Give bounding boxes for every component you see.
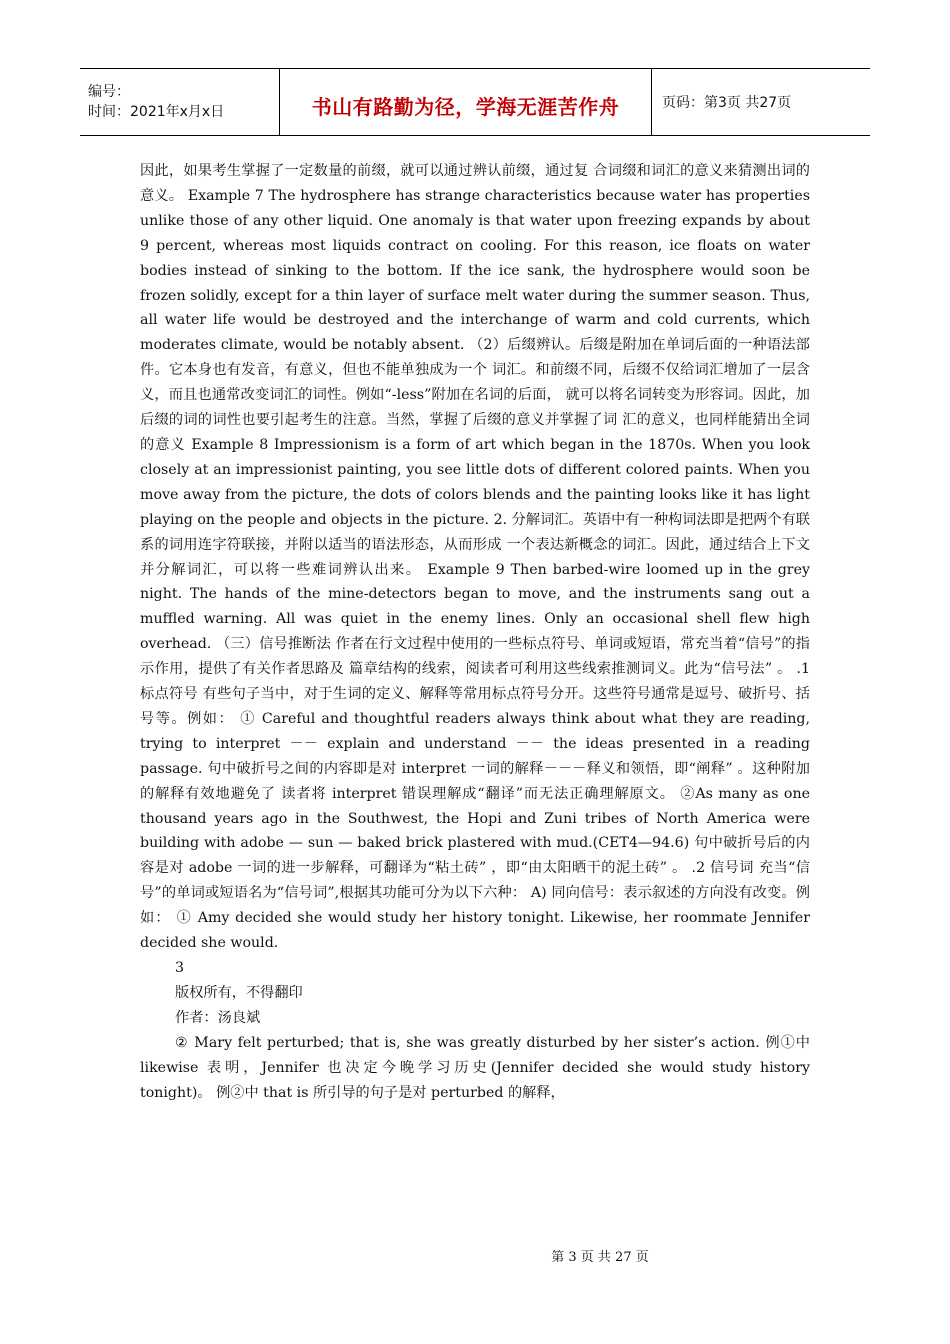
main-paragraph: 因此，如果考生掌握了一定数量的前缀，就可以通过辨认前缀，通过复 合词缀和词汇的意义来猜测出词的意义。 Example 7 The hydrosphere has strange characteristics because water has properties unlike those of any other liquid. One anomaly is that water upon freezing expands by about 9 percent, whereas most liquids contract on cooling. For this reason, ice floats on water bodies instead of sinking to the bottom. If the ice sank, the hydrosphere would soon be frozen solidly, except for a thin layer of surface melt water during the summer season. Thus, all water life would be destroyed and the interchange of warm and cold currents, which moderates climate, would be notably absent. （2）后缀辨认。后缀是附加在单词后面的一种语法部件。它本身也有发音，有意义，但也不能单独成为一个 词汇。和前缀不同，后缀不仅给词汇增加了一层含义，而且也通常改变词汇的词性。例如“-less”附加在名词的后面， 就可以将名词转变为形容词。因此，加后缀的词的词性也要引起考生的注意。当然，掌握了后缀的意义并掌握了词 汇的意义，也同样能猜出全词的意义 Example 8 Impressionism is a form of art which began in the 1870s. When you look closely at an impressionist painting, you see little dots of different colored paints. When you move away from the picture, the dots of colors blends and the painting looks like it has light playing on the people and objects in the picture. 2. 分解词汇。英语中有一种构词法即是把两个有联系的词用连字符联接，并附以适当的语法形态，从而形成 一个表达新概念的词汇。因此，通过结合上下文并分解词汇，可以将一些难词辨认出来。 Example 9 Then barbed-wire loomed up in the grey night. The hands of the mine-detectors began to move, and the instruments sang out a muffled warning. All was quiet in the enemy lines. Only an occasional shell flew high overhead. （三）信号推断法 作者在行文过程中使用的一些标点符号、单词或短语，常充当着“信号”的指示作用，提供了有关作者思路及 篇章结构的线索，阅读者可利用这些线索推测词义。此为“信号法” 。 .1 标点符号 有些句子当中，对于生词的定义、解释等常用标点符号分开。这些符号通常是逗号、破折号、括号等。例如： ① Careful and thoughtful readers always think about what they are reading, trying to interpret －－ explain and understand －－ the ideas presented in a reading passage. 句中破折号之间的内容即是对 interpret 一词的解释－－－释义和领悟，即“阐释” 。这种附加的解释有效地避免了 读者将 interpret 错误理解成“翻译”而无法正确理解原文。 ②As many as one thousand years ago in the Southwest, the Hopi and Zuni tribes of North America were building with adobe — sun — baked brick plastered with mud.(CET4—94.6) 句中破折号后的内容是对 adobe 一词的进一步解释，可翻译为“粘土砖” ，即“由太阳晒干的泥土砖” 。 .2 信号词 充当“信号”的单词或短语名为“信号词”,根据其功能可分为以下六种： A) 同向信号：表示叙述的方向没有改变。例如： ① Amy decided she would study her history tonight. Likewise, her roommate Jennifer decided she would. <box>140 163 810 952</box>
header-page-info <box>652 69 870 135</box>
page-header <box>80 68 870 136</box>
final-paragraph: ② Mary felt perturbed; that is, she was greatly disturbed by her sister’s action. 例①中 likewise 表明，Jennifer 也决定今晚学习历史(Jennifer decided she would study history tonight)。 例②中 that is 所引导的句子是对 perturbed 的解释， <box>140 1034 810 1101</box>
header-meta <box>80 69 280 135</box>
author-line: 作者：汤良斌 <box>175 1009 261 1026</box>
page-footer: 第 3 页 共 27 页 <box>551 1250 649 1265</box>
document-date: 时间：2021年x月x日 <box>88 104 225 120</box>
document-number: 编号： <box>88 84 130 100</box>
header-motto: 书山有路勤为径，学海无涯苦作舟 <box>311 94 620 119</box>
document-body <box>140 159 810 1105</box>
inline-page-number: 3 <box>175 960 185 976</box>
page-info: 页码：第3页 共27页 <box>662 95 792 111</box>
copyright-notice: 版权所有，不得翻印 <box>175 984 303 1001</box>
header-motto-cell <box>280 69 652 135</box>
